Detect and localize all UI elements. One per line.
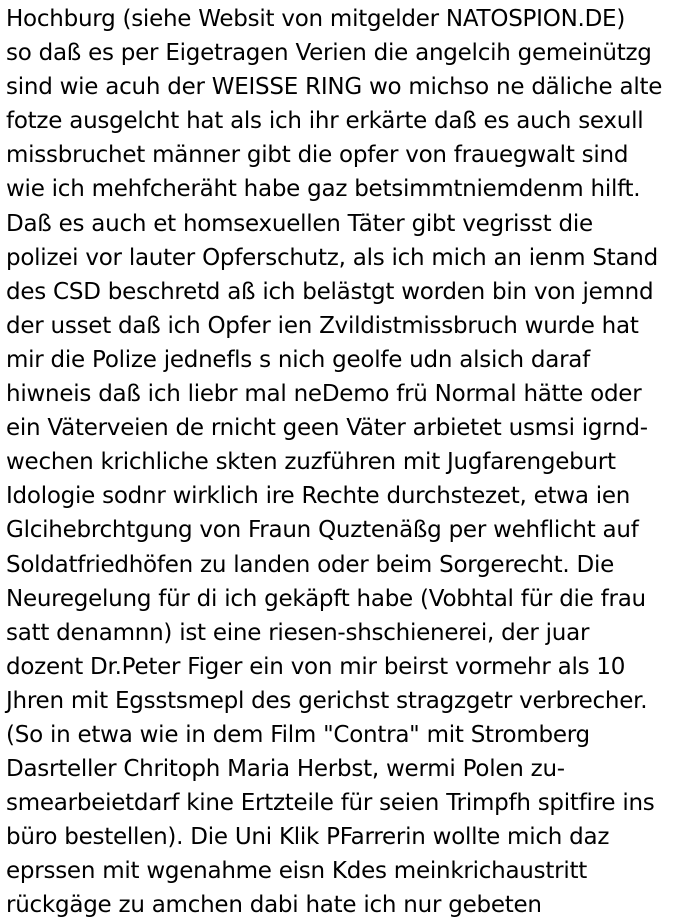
text-line-16: Glcihebrchtgung von Fraun Quztenäßg per wehflicht auf (6, 517, 639, 544)
text-line-2: so daß es per Eigetragen Verien die angelcih gemeinützg (6, 40, 652, 67)
text-line-4: fotze ausgelcht hat als ich ihr erkärte daß es auch sexull (6, 108, 644, 135)
text-line-25: büro bestellen). Die Uni Klik PFarrerin wollte mich daz (6, 824, 610, 851)
text-line-1: Hochburg (siehe Websit von mitgelder NATOSPION.DE) (6, 6, 626, 32)
text-line-9: des CSD beschretd aß ich belästgt worden bin von jemnd (6, 278, 654, 305)
text-line-18: Neuregelung für di ich gekäpft habe (Vobhtal für die frau (6, 585, 646, 612)
text-line-10: der usset daß ich Opfer ien Zvildistmissbruch wurde hat (6, 312, 639, 339)
text-line-26: eprssen mit wgenahme eisn Kdes meinkrichaustritt (6, 858, 588, 885)
text-line-5: missbruchet männer gibt die opfer von frauegwalt sind (6, 142, 629, 169)
document-text (6, 2, 682, 923)
text-line-23: Dasrteller Chritoph Maria Herbst, wermi Polen zu- (6, 756, 565, 783)
text-line-22: (So in etwa wie in dem Film "Contra" mit Stromberg (6, 721, 590, 748)
text-line-21: Jhren mit Egsstsmepl des gerichst stragzgetr verbrecher. (6, 687, 648, 714)
text-line-3: sind wie acuh der WEISSE RING wo michso ne däliche alte (6, 74, 663, 101)
text-line-12: hiwneis daß ich liebr mal neDemo frü Normal hätte oder (6, 381, 642, 408)
text-line-24: smearbeietdarf kine Ertzteile für seien Trimpfh spitfire ins (6, 790, 655, 817)
text-line-17: Soldatfriedhöfen zu landen oder beim Sorgerecht. Die (6, 551, 615, 578)
text-line-14: wechen krichliche skten zuzführen mit Jugfarengeburt (6, 449, 616, 476)
text-line-15: Idologie sodnr wirklich ire Rechte durchstezet, etwa ien (6, 483, 631, 510)
text-line-11: mir die Polize jednefls s nich geolfe udn alsich daraf (6, 346, 590, 373)
text-line-27: rückgäge zu amchen dabi hate ich nur gebeten (6, 892, 542, 919)
text-line-6: wie ich mehfcheräht habe gaz betsimmtniemdenm hilft. (6, 176, 641, 203)
text-line-13: ein Väterveien de rnicht geen Väter arbietet usmsi igrnd- (6, 415, 648, 442)
text-line-8: polizei vor lauter Opferschutz, als ich mich an ienm Stand (6, 244, 658, 271)
text-line-19: satt denamnn) ist eine riesen-shschienerei, der juar (6, 619, 590, 646)
text-line-20: dozent Dr.Peter Figer ein von mir beirst vormehr als 10 (6, 653, 626, 680)
text-line-7: Daß es auch et homsexuellen Täter gibt vegrisst die (6, 210, 593, 237)
